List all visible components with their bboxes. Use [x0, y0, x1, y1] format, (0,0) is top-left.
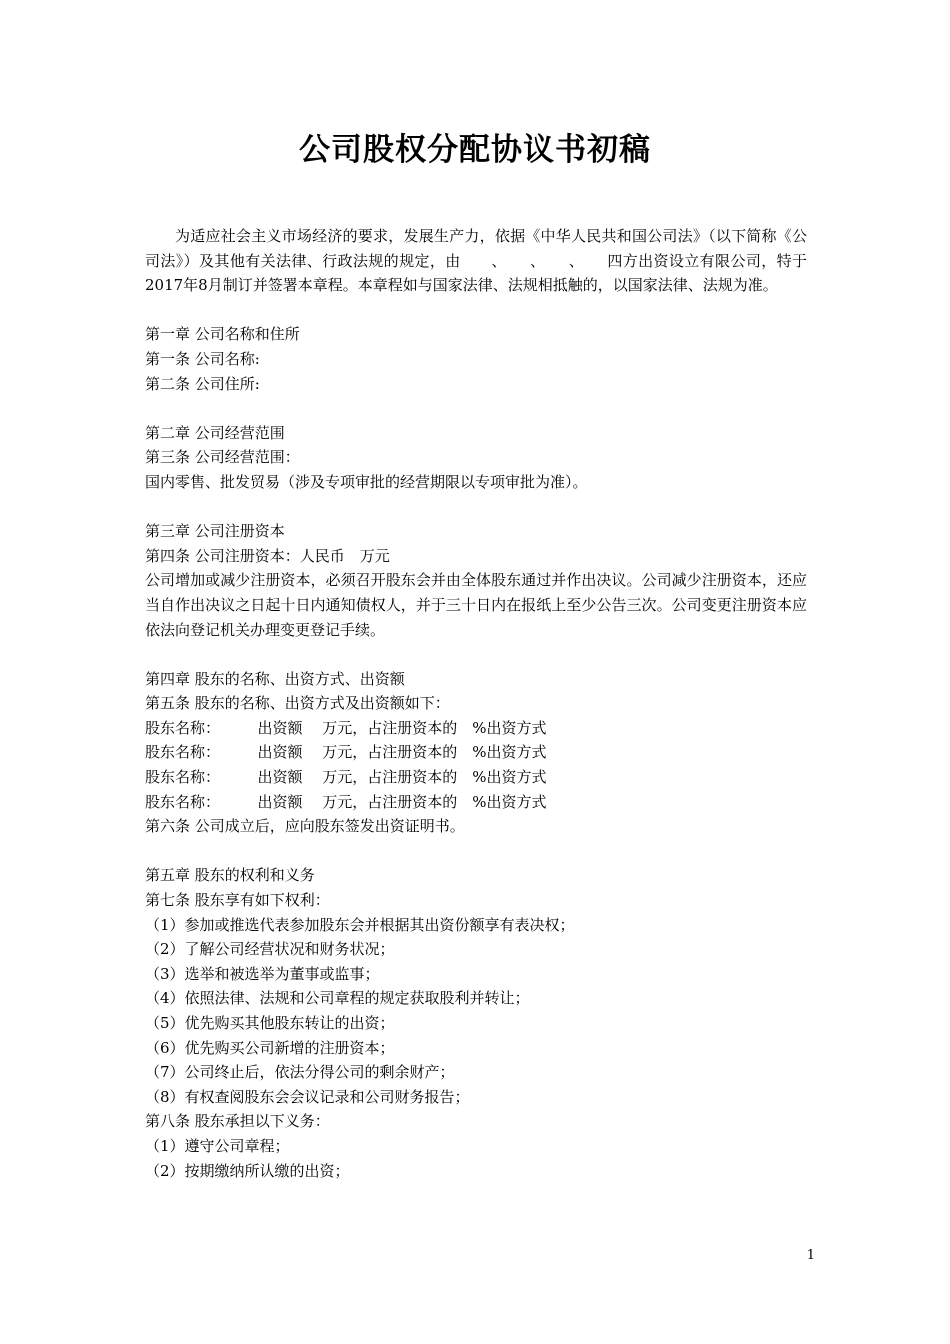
duty-item: （1）遵守公司章程；: [145, 1136, 290, 1155]
document-body: [145, 224, 807, 1183]
chapter-5-heading: 第五章 股东的权利和义务: [145, 866, 315, 885]
page-number: 1: [806, 1248, 815, 1263]
right-item: （7）公司终止后，依法分得公司的剩余财产；: [145, 1063, 455, 1082]
article-2: 第二条 公司住所:: [145, 374, 260, 393]
capital-change-paragraph: 公司增加或减少注册资本，必须召开股东会并由全体股东通过并作出决议。公司减少注册资本，还应当自作出决议之日起十日内通知债权人，并于三十日内在报纸上至少公告三次。公司变更注册资本应依法向登记机关办理变更登记手续。: [145, 571, 807, 639]
chapter-1-heading: 第一章 公司名称和住所: [145, 325, 300, 344]
document-title: 公司股权分配协议书初稿: [299, 132, 651, 168]
article-4: 第四条 公司注册资本：人民币 万元: [145, 546, 390, 565]
right-item: （1）参加或推选代表参加股东会并根据其出资份额享有表决权；: [145, 915, 575, 934]
spacer: [145, 495, 807, 520]
article-1: 第一条 公司名称:: [145, 349, 260, 368]
shareholder-line: 股东名称： 出资额 万元，占注册资本的 %出资方式: [145, 718, 547, 737]
right-item: （2）了解公司经营状况和财务状况；: [145, 940, 395, 959]
intro-paragraph: 为适应社会主义市场经济的要求，发展生产力，依据《中华人民共和国公司法》（以下简称《公司法》）及其他有关法律、行政法规的规定，由 、 、 、 四方出资设立有限公司，特于2017年8月制订并签署本章程。本章程如与国家法律、法规相抵触的，以国家法律、法规为准。: [145, 227, 807, 295]
right-item: （6）优先购买公司新增的注册资本；: [145, 1038, 395, 1057]
article-8: 第八条 股东承担以下义务：: [145, 1112, 330, 1131]
right-item: （8）有权查阅股东会会议记录和公司财务报告；: [145, 1087, 470, 1106]
article-6: 第六条 公司成立后，应向股东签发出资证明书。: [145, 817, 465, 836]
shareholder-line: 股东名称： 出资额 万元，占注册资本的 %出资方式: [145, 792, 547, 811]
chapter-4-heading: 第四章 股东的名称、出资方式、出资额: [145, 669, 405, 688]
business-scope: 国内零售、批发贸易（涉及专项审批的经营期限以专项审批为准）。: [145, 472, 588, 491]
spacer: [145, 839, 807, 864]
right-item: （5）优先购买其他股东转让的出资；: [145, 1014, 395, 1032]
shareholder-line: 股东名称： 出资额 万元，占注册资本的 %出资方式: [145, 768, 547, 787]
chapter-3-heading: 第三章 公司注册资本: [145, 522, 285, 541]
spacer: [145, 396, 807, 421]
article-5: 第五条 股东的名称、出资方式及出资额如下：: [145, 694, 450, 713]
article-3: 第三条 公司经营范围：: [145, 448, 300, 467]
right-item: （4）依照法律、法规和公司章程的规定获取股利并转让；: [145, 989, 530, 1008]
article-7: 第七条 股东享有如下权利：: [145, 891, 330, 910]
spacer: [145, 642, 807, 667]
chapter-2-heading: 第二章 公司经营范围: [145, 423, 285, 442]
shareholder-line: 股东名称： 出资额 万元，占注册资本的 %出资方式: [145, 743, 547, 762]
spacer: [145, 298, 807, 323]
duty-item: （2）按期缴纳所认缴的出资；: [145, 1161, 350, 1180]
right-item: （3）选举和被选举为董事或监事；: [145, 964, 380, 983]
